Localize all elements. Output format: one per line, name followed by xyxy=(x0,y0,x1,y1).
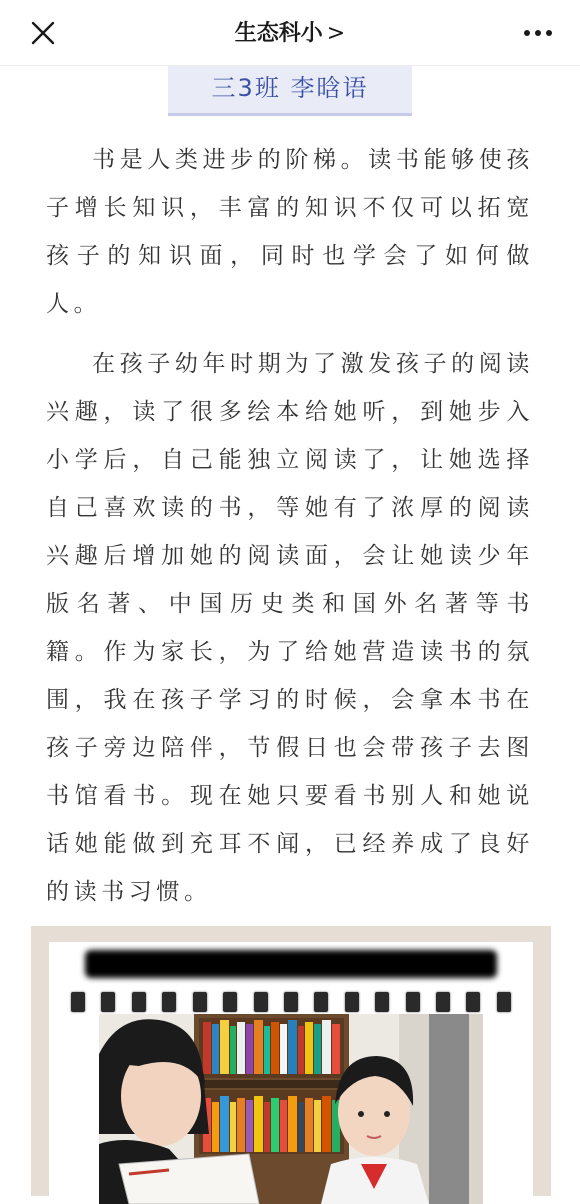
more-button[interactable] xyxy=(520,18,556,48)
chevron-right-icon: > xyxy=(326,21,346,46)
film-hole xyxy=(162,992,176,1012)
film-hole xyxy=(436,992,450,1012)
film-hole xyxy=(193,992,207,1012)
film-hole xyxy=(71,992,85,1012)
film-sprocket-row xyxy=(71,990,511,1014)
paragraph: 书是人类进步的阶梯。读书能够使孩子增长知识，丰富的知识不仅可以拓宽孩子的知识面，同时也学会了如何做人。 xyxy=(46,147,534,317)
film-hole xyxy=(101,992,115,1012)
more-icon xyxy=(520,18,556,48)
film-hole xyxy=(345,992,359,1012)
film-hole xyxy=(223,992,237,1012)
film-hole xyxy=(406,992,420,1012)
account-title-link[interactable] xyxy=(0,18,580,50)
film-hole xyxy=(375,992,389,1012)
film-hole xyxy=(314,992,328,1012)
film-hole xyxy=(284,992,298,1012)
film-hole xyxy=(132,992,146,1012)
reading-photo-illustration xyxy=(99,1014,483,1204)
class-label-banner xyxy=(168,66,412,116)
reading-photo[interactable] xyxy=(99,1014,483,1204)
film-hole xyxy=(466,992,480,1012)
page-title: 生态科小 xyxy=(234,21,323,46)
class-label: 三3班 李晗语 xyxy=(211,74,369,102)
film-strip-frame xyxy=(49,942,533,1202)
film-top-band xyxy=(85,950,497,978)
paragraph: 在孩子幼年时期为了激发孩子的阅读兴趣，读了很多绘本给她听，到她步入小学后，自己能独立阅读了，让她选择自己喜欢读的书，等她有了浓厚的阅读兴趣后增加她的阅读面，会让她读少年版名著、中国历史类和国外名著等书籍。作为家长，为了给她营造读书的氛围，我在孩子学习的时候，会拿本书在孩子旁边陪伴，节假日也会带孩子去图书馆看书。现在她只要看书别人和她说话她能做到充耳不闻，已经养成了良好的读书习惯。 xyxy=(46,351,534,905)
film-hole xyxy=(497,992,511,1012)
article-body xyxy=(46,136,534,928)
film-hole xyxy=(254,992,268,1012)
top-bar xyxy=(0,0,580,66)
photo-frame xyxy=(31,926,551,1196)
